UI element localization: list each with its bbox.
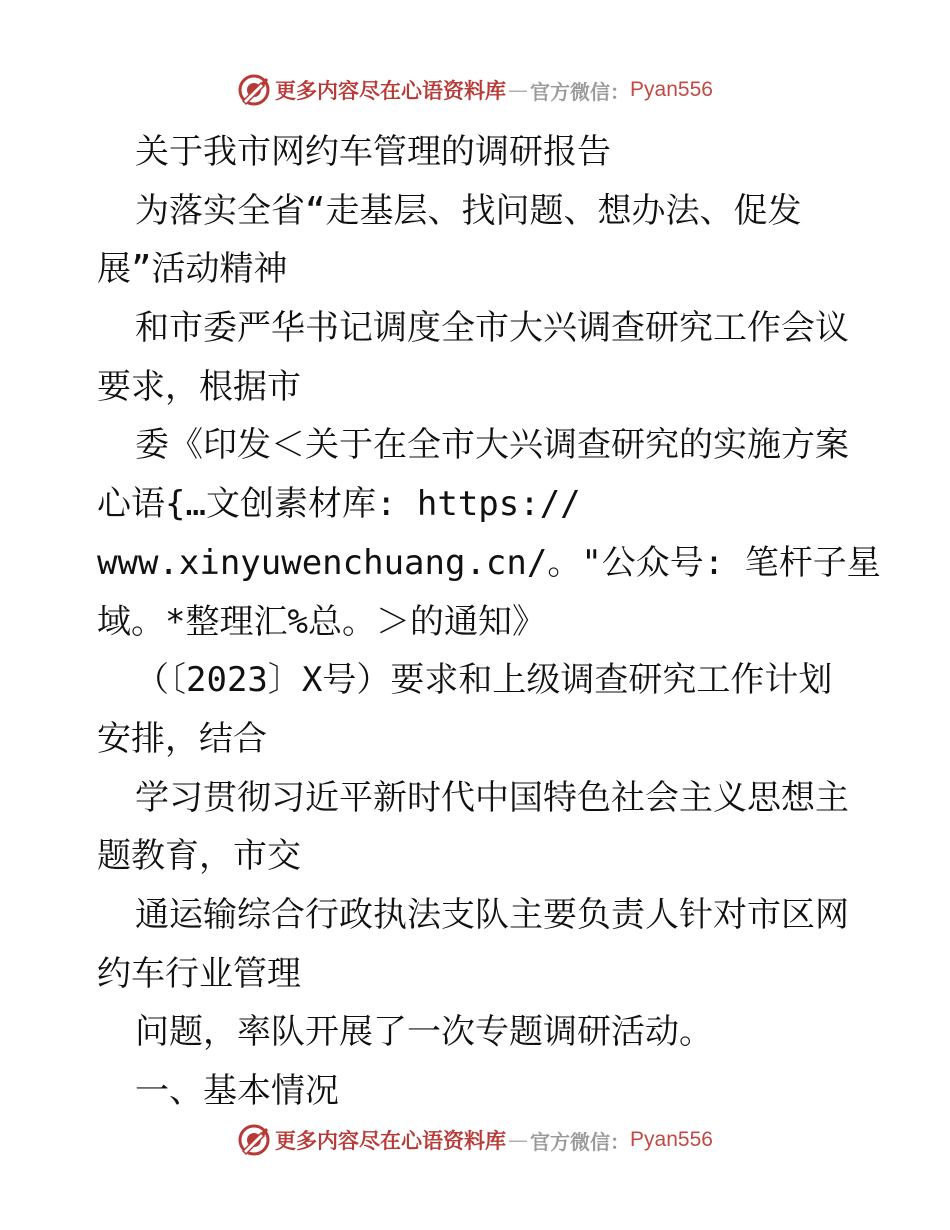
footer-banner — [0, 1120, 950, 1160]
doc-line: 学习贯彻习近平新时代中国特色社会主义思想主 — [135, 777, 849, 818]
doc-line: 安排，结合 — [97, 718, 267, 759]
doc-title: 关于我市网约车管理的调研报告 — [135, 132, 611, 172]
banner-wechat-label: 官方微信： — [530, 1129, 631, 1154]
doc-line: 为落实全省“走基层、找问题、想办法、促发 — [135, 190, 802, 231]
brand-logo-icon — [237, 73, 271, 107]
doc-line: 问题，率队开展了一次专题调研活动。 — [135, 1012, 713, 1053]
doc-line: 题教育，市交 — [97, 836, 301, 877]
doc-line: 通运输综合行政执法支队主要负责人针对市区网 — [135, 894, 849, 935]
doc-line: 展”活动精神 — [97, 249, 288, 290]
banner-wechat-id: Pyan556 — [630, 78, 713, 101]
banner-brand-text: 更多内容尽在心语资料库 — [275, 1128, 507, 1153]
document-body — [97, 123, 881, 1121]
doc-line: （〔2023〕X号）要求和上级调查研究工作计划 — [135, 660, 833, 701]
doc-line: 域。*整理汇%总。＞的通知》 — [97, 601, 546, 642]
banner-separator: — — [508, 78, 529, 102]
doc-line: 委《印发＜关于在全市大兴调查研究的实施方案 — [135, 425, 849, 466]
doc-line: 要求，根据市 — [97, 366, 301, 407]
brand-logo-icon — [237, 1123, 271, 1157]
doc-line: 和市委严华书记调度全市大兴调查研究工作会议 — [135, 308, 849, 349]
banner-wechat-label: 官方微信： — [530, 79, 631, 104]
section-heading: 一、基本情况 — [135, 1071, 339, 1111]
banner-brand-text: 更多内容尽在心语资料库 — [275, 78, 507, 103]
header-banner — [0, 70, 950, 110]
banner-separator: — — [508, 1128, 529, 1152]
banner-wechat-id: Pyan556 — [630, 1128, 713, 1151]
doc-line: 约车行业管理 — [97, 953, 301, 994]
doc-line: www.xinyuwenchuang.cn/。"公众号: 笔杆子星 — [97, 542, 881, 583]
doc-line: 心语{…文创素材库: https:// — [97, 484, 581, 525]
